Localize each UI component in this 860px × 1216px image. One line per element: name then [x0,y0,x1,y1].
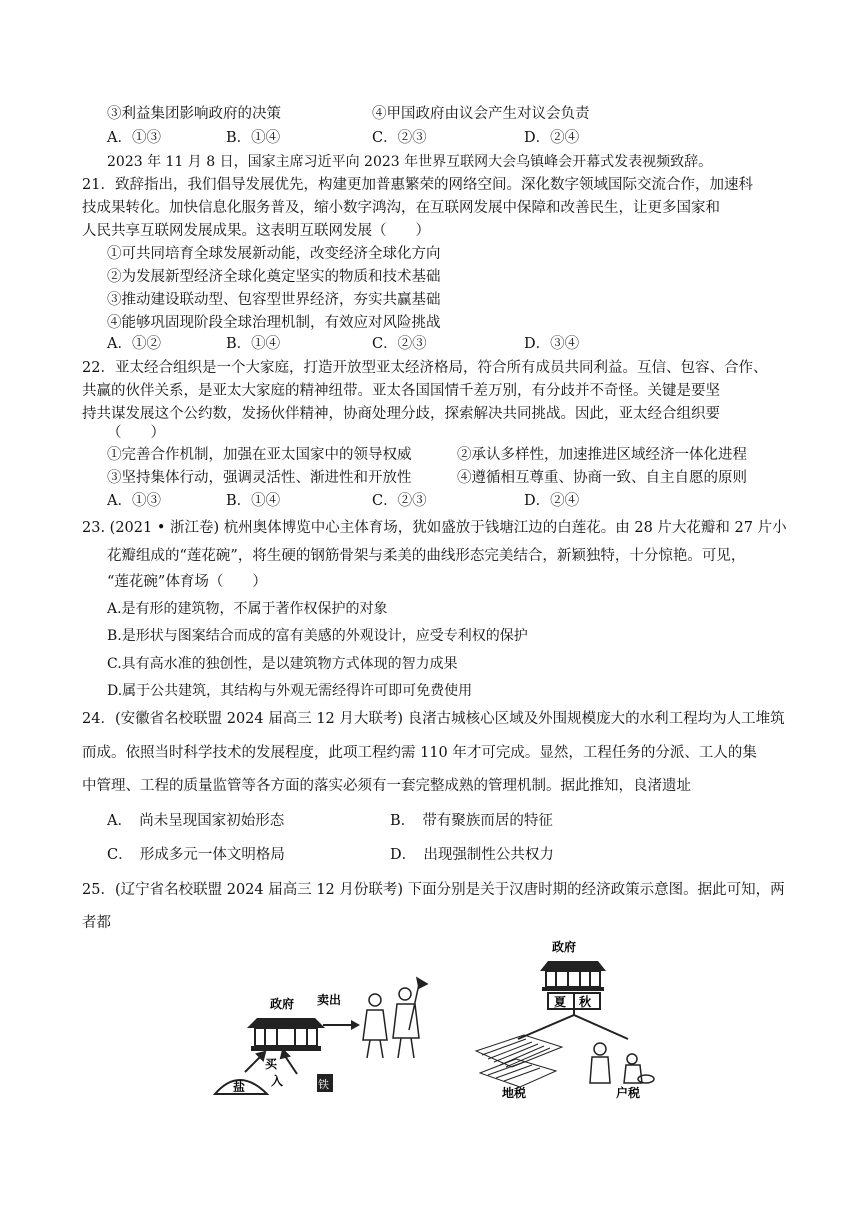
fig-left-buy-label-1: 买 [265,1057,278,1071]
q21-option-b: B．①④ [226,336,281,352]
q22-item-2: ②承认多样性，加速推进区域经济一体化进程 [457,447,747,463]
svg-text:铁: 铁 [318,1078,329,1091]
government-building-icon [247,1018,325,1051]
q23-stem-line-1: 23. (2021 • 浙江卷) 杭州奥体博览中心主体育场，犹如盛放于钱塘江边的白莲花。由 28 片大花瓣和 27 片小 [82,520,787,536]
q24-stem-line-3: 中管理、工程的质量监管等各方面的落实必须有一套完整成熟的管理机制。据此推知，良渚遗址 [82,778,691,794]
iron-block-icon [317,1074,333,1092]
sell-arrow-icon [323,1020,360,1030]
q20-option-b: B．①④ [226,130,281,146]
intro-text: 2023 年 11 月 8 日，国家主席习近平向 2023 年世界互联网大会乌镇峰会开幕式发表视频致辞。 [107,154,713,170]
q21-option-a: A．①② [107,336,161,352]
q24-stem-line-2: 而成。依照当时科学技术的发展程度，此项工程约需 110 年才可完成。显然，工程任务的分派、工人的集 [82,745,757,761]
q23-stem-line-2: 花瓣组成的“莲花碗”，将生硬的钢筋骨架与柔美的曲线形态完美结合，新颖独特，十分惊艳。可见， [107,548,746,564]
q20-option-d: D．②④ [524,130,580,146]
tax-branch-lines [518,1009,628,1039]
q22-stem-line-3: 持共谋发展这个公约数，发扬伙伴精神，协商处理分歧，探索解决共同挑战。因此，亚太经合组织要 [82,406,720,422]
q21-item-3: ③推动建设联动型、包容型世界经济，夯实共赢基础 [107,292,441,308]
q21-item-1: ①可共同培育全球发展新动能，改变经济全球化方向 [107,246,441,262]
fig-right-gov-label: 政府 [552,940,577,954]
q24-option-d: D． 出现强制性公共权力 [390,847,554,863]
q25-stem-line-2: 者都 [82,915,111,931]
q23-stem-line-3: “莲花碗”体育场（ ） [107,574,267,590]
q24-stem-line-1: 24．(安徽省名校联盟 2024 届高三 12 月大联考) 良渚古城核心区域及外围规模庞大的水利工程均为人工堆筑 [82,711,785,727]
q24-option-a: A． 尚未呈现国家初始形态 [107,813,285,829]
salt-iron-policy-figure [205,970,455,1100]
q25-stem-line-1: 25．(辽宁省名校联盟 2024 届高三 12 月份联考) 下面分别是关于汉唐时期的经济政策示意图。据此可知，两 [82,882,785,898]
q22-option-d: D．②④ [524,493,580,509]
q22-stem-line-1: 22．亚太经合组织是一个大家庭，打造开放型亚太经济格局，符合所有成员共同利益。互信、包容、合作、 [82,360,768,376]
fig-left-salt-label: 盐 [233,1080,246,1094]
q23-option-a: A.是有形的建筑物，不属于著作权保护的对象 [107,601,388,617]
q20-item-3: ③利益集团影响政府的决策 [107,106,281,122]
q23-option-b: B.是形状与图案结合而成的富有美感的外观设计，应受专利权的保护 [107,628,528,644]
fig-right-land-tax-label: 地税 [502,1086,527,1100]
q22-option-a: A．①③ [107,493,161,509]
q22-option-c: C．②③ [372,493,427,509]
fig-right-autumn-label: 秋 [579,995,592,1009]
q21-item-4: ④能够巩固现阶段全球治理机制，有效应对风险挑战 [107,315,441,331]
q24-option-c: C． 形成多元一体文明格局 [107,847,285,863]
fig-right-summer-label: 夏 [554,995,567,1009]
q22-option-b: B．①④ [226,493,281,509]
q20-option-c: C．②③ [372,130,427,146]
q22-stem-line-4: （ ） [107,425,165,441]
household-figures-icon [590,1043,654,1083]
merchant-figures-icon [363,978,427,1058]
fig-left-sell-label: 卖出 [317,993,342,1007]
q24-option-b: B． 带有聚族而居的特征 [390,813,553,829]
q20-item-4: ④甲国政府由议会产生对议会负责 [372,106,590,122]
q21-option-d: D．③④ [524,336,580,352]
q23-option-d: D.属于公共建筑，其结构与外观无需经得许可即可免费使用 [107,683,473,699]
q23-option-c: C.具有高水准的独创性，是以建筑物方式体现的智力成果 [107,656,458,672]
two-tax-policy-figure [470,935,680,1100]
q22-item-4: ④遵循相互尊重、协商一致、自主自愿的原则 [457,470,747,486]
fig-right-household-tax-label: 户税 [616,1086,641,1100]
q22-item-3: ③坚持集体行动，强调灵活性、渐进性和开放性 [107,470,412,486]
farmland-fields-icon [476,1035,562,1087]
q22-item-1: ①完善合作机制，加强在亚太国家中的领导权威 [107,447,412,463]
q21-option-c: C．②③ [372,336,427,352]
q21-stem-line-3: 人民共享互联网发展成果。这表明互联网发展（ ） [82,223,430,239]
government-building-icon [540,961,606,991]
fig-left-buy-label-2: 入 [271,1074,284,1088]
q21-stem-line-1: 21．致辞指出，我们倡导发展优先，构建更加普惠繁荣的网络空间。深化数字领域国际交流合作，加速科 [82,177,753,193]
q21-stem-line-2: 技成果转化。加快信息化服务普及，缩小数字鸿沟，在互联网发展中保障和改善民生，让更多国家和 [82,200,720,216]
q20-option-a: A．①③ [107,130,161,146]
q22-stem-line-2: 共赢的伙伴关系，是亚太大家庭的精神纽带。亚太各国国情千差万别，有分歧并不奇怪。关键是要坚 [82,383,720,399]
fig-left-gov-label: 政府 [270,997,295,1011]
q21-item-2: ②为发展新型经济全球化奠定坚实的物质和技术基础 [107,269,441,285]
